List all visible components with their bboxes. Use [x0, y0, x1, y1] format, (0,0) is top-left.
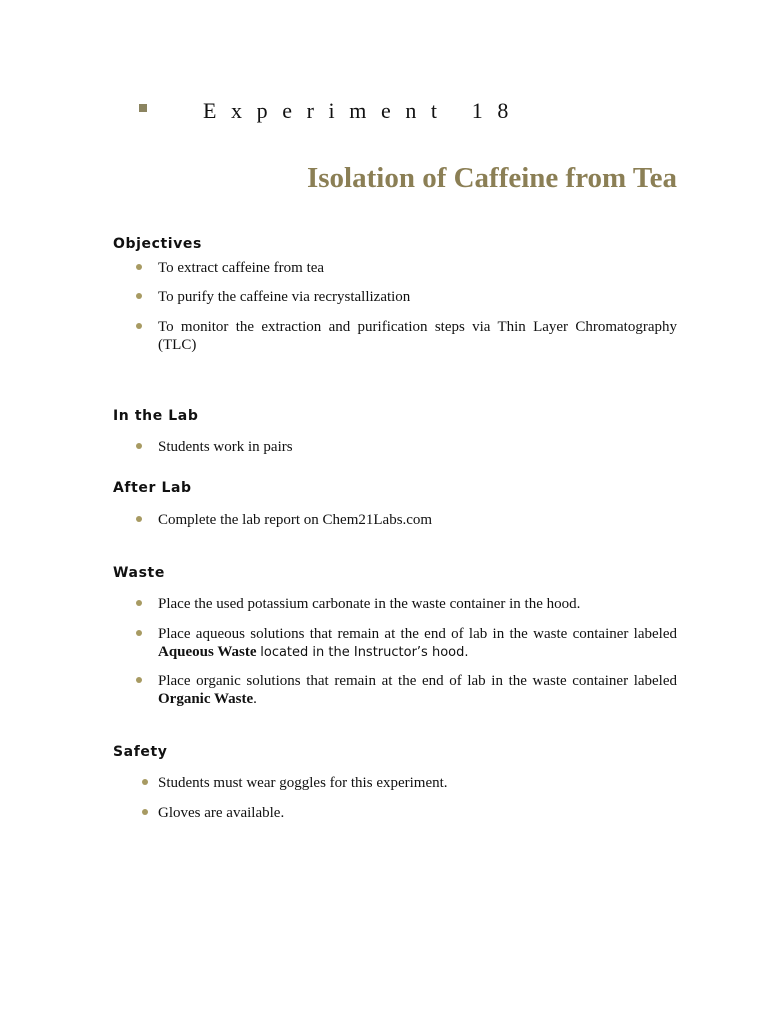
section-title-after-lab: After Lab — [113, 480, 192, 496]
bullet-dot-icon — [136, 323, 142, 329]
list-item: To monitor the extraction and purification steps via Thin Layer Chromatography (TLC) — [158, 319, 677, 353]
bullet-dot-icon — [136, 264, 142, 270]
bullet-dot-icon — [136, 630, 142, 636]
bullet-dot-icon — [136, 600, 142, 606]
section-title-safety: Safety — [113, 744, 168, 760]
list-item — [158, 625, 677, 662]
bullet-dot-icon — [142, 779, 148, 785]
bullet-dot-icon — [136, 443, 142, 449]
list-item: Students must wear goggles for this experiment. — [158, 775, 448, 791]
section-title-waste: Waste — [113, 565, 165, 581]
experiment-label: Experiment 18 — [203, 98, 523, 123]
section-title-objectives: Objectives — [113, 236, 202, 252]
waste-label-bold: Organic Waste — [158, 691, 254, 707]
list-item: Gloves are available. — [158, 805, 285, 821]
square-bullet-icon — [139, 104, 147, 112]
waste-text: Place aqueous solutions that remain at the end of lab in the waste container labeled — [158, 626, 677, 642]
list-item — [158, 672, 677, 708]
waste-text: Place organic solutions that remain at the end of lab in the waste container labeled — [158, 673, 677, 689]
section-title-in-the-lab: In the Lab — [113, 408, 199, 424]
waste-text: . — [253, 691, 257, 707]
list-item: To purify the caffeine via recrystallization — [158, 289, 411, 305]
waste-text: located in the Instructor’s hood. — [260, 645, 469, 660]
list-item: Place the used potassium carbonate in the waste container in the hood. — [158, 596, 581, 612]
bullet-dot-icon — [136, 293, 142, 299]
bullet-dot-icon — [136, 677, 142, 683]
waste-label-bold: Aqueous Waste — [158, 644, 257, 660]
list-item: Students work in pairs — [158, 439, 293, 455]
bullet-dot-icon — [142, 809, 148, 815]
bullet-dot-icon — [136, 516, 142, 522]
page-title: Isolation of Caffeine from Tea — [306, 162, 677, 194]
list-item: To extract caffeine from tea — [158, 260, 325, 276]
list-item: Complete the lab report on Chem21Labs.com — [158, 512, 433, 528]
